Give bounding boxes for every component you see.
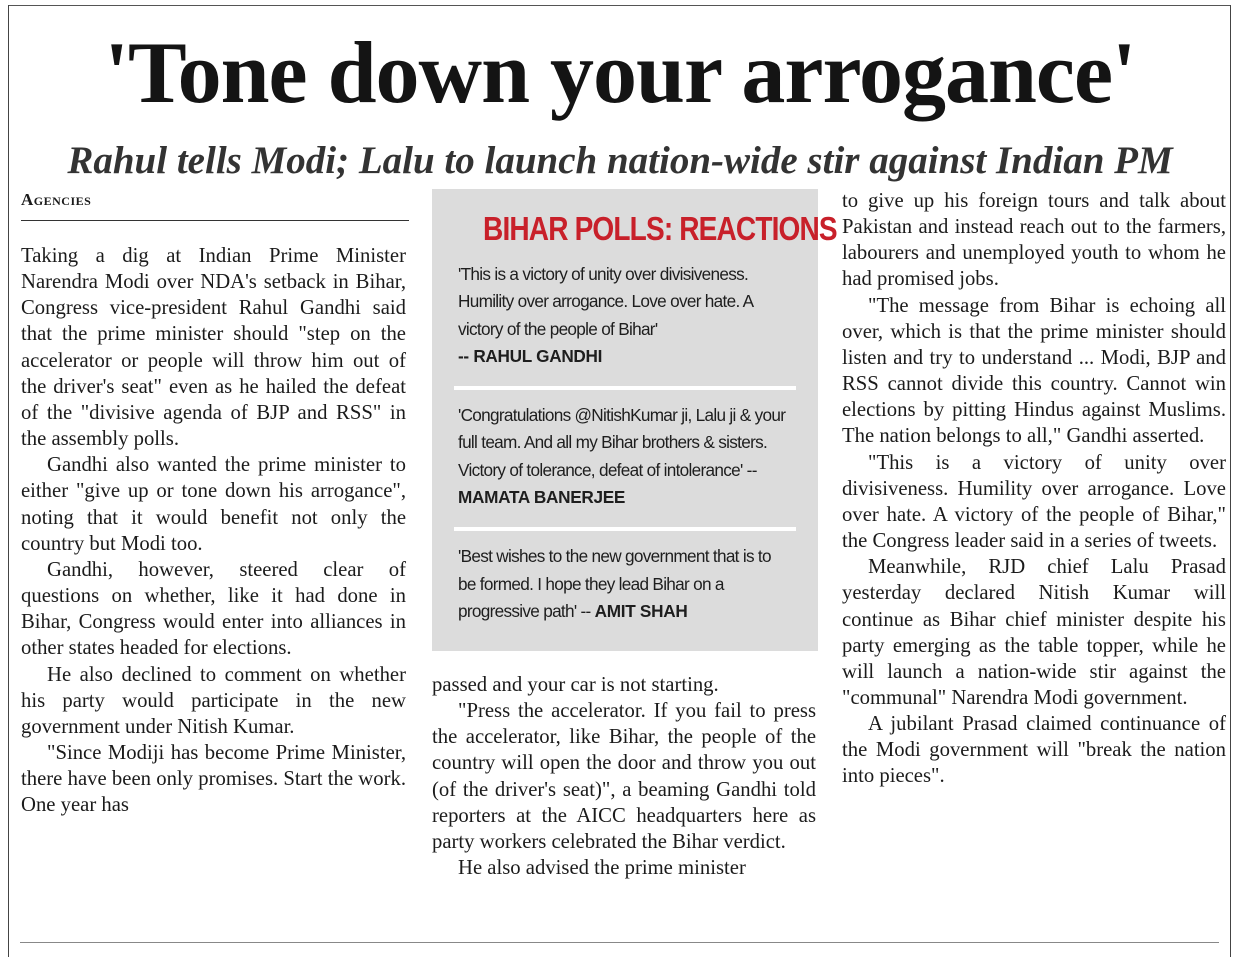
byline: Agencies [21, 190, 92, 209]
sidebar-divider [454, 386, 796, 390]
column-3 [842, 188, 1226, 790]
quote-text: 'Best wishes to the new government that is to be formed. I hope they lead Bihar on a progressive path' -- [458, 546, 771, 621]
frame-top-border [8, 5, 1231, 6]
sidebar-title: BIHAR POLLS: REACTIONS [483, 210, 837, 247]
paragraph-7: He also advised the prime minister [458, 857, 746, 880]
quote-amit-shah [458, 543, 792, 625]
headline: 'Tone down your arrogance' [104, 25, 1136, 122]
paragraph-9: "This is a victory of unity over divisiveness. Humility over arrogance. Love over hate. A victory of the people of Bihar," the Congress leader said in a series of tweets. [842, 451, 1226, 553]
paragraph-11: A jubilant Prasad claimed continuance of the Modi government will "break the nation into pieces". [842, 713, 1226, 788]
bottom-divider [20, 942, 1219, 943]
paragraph-5: "Since Modiji has become Prime Minister, there have been only promises. Start the work. One year has [21, 741, 406, 817]
column-2 [432, 672, 816, 881]
paragraph-6: "Press the accelerator. If you fail to press the accelerator, like Bihar, the people of the country will open the door and throw you out (of the driver's seat)", a beaming Gandhi told reporters at the AICC headquarters here as party workers celebrated the Bihar verdict. [432, 700, 816, 853]
subheadline: Rahul tells Modi; Lalu to launch nation-wide stir against Indian PM [67, 139, 1173, 182]
paragraph-5-continued: passed and your car is not starting. [432, 674, 719, 696]
paragraph-2: Gandhi also wanted the prime minister to either "give up or tone down his arrogance", noting that it would benefit not only the country but Modi too. [21, 454, 406, 555]
paragraph-8: "The message from Bihar is echoing all over, which is that the prime minister should listen and try to understand ... Modi, BJP and RSS cannot divide this country. Cannot win elections by pitting Hindus against Muslims. The nation belongs to all," Gandhi asserted. [842, 294, 1226, 448]
quote-rahul-gandhi [458, 261, 792, 370]
column-1 [21, 243, 406, 818]
quote-attribution: -- RAHUL GANDHI [458, 345, 603, 366]
paragraph-7-continued: to give up his foreign tours and talk about Pakistan and instead reach out to the farmers, labourers and unemployed youth to whom he had promised jobs. [842, 190, 1226, 291]
reactions-sidebar [432, 189, 837, 651]
byline-divider [21, 220, 409, 221]
quote-text: 'Congratulations @NitishKumar ji, Lalu ji & your full team. And all my Bihar brothers & sisters. Victory of tolerance, defeat of intolerance' -- [458, 405, 786, 480]
frame-left-border [8, 5, 9, 957]
frame-right-border [1230, 5, 1231, 957]
paragraph-10: Meanwhile, RJD chief Lalu Prasad yesterday declared Nitish Kumar will continue as Bihar chief minister despite his party emerging as the table topper, while he will launch a nation-wide stir against the "communal" Narendra Modi government. [842, 556, 1226, 709]
quote-attribution: MAMATA BANERJEE [458, 487, 626, 508]
paragraph-1: Taking a dig at Indian Prime Minister Narendra Modi over NDA's setback in Bihar, Congress vice-president Rahul Gandhi said that the prime minister should "step on the accelerator or people will throw him out of the driver's seat" even as he hailed the defeat of the "divisive agenda of BJP and RSS" in the assembly polls. [21, 245, 406, 451]
quote-text: 'This is a victory of unity over divisiveness. Humility over arrogance. Love over hate. A victory of the people of Bihar' [458, 264, 753, 339]
paragraph-3: Gandhi, however, steered clear of questions on whether, like it had done in Bihar, Congress would enter into alliances in other states headed for elections. [21, 558, 406, 660]
quote-mamata-banerjee [458, 402, 792, 511]
sidebar-divider [454, 527, 796, 531]
paragraph-4: He also declined to comment on whether his party would participate in the new government under Nitish Kumar. [21, 663, 406, 738]
quote-attribution: AMIT SHAH [594, 600, 688, 621]
